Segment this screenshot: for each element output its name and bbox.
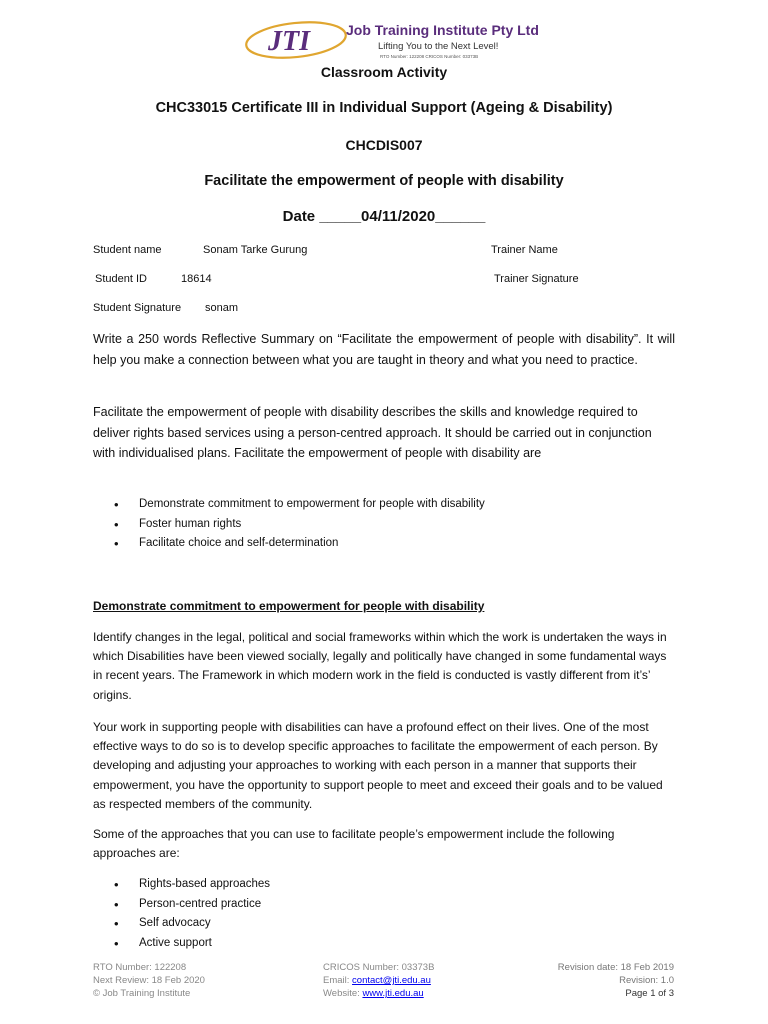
- unit-code: CHCDIS007: [345, 137, 423, 153]
- footer-website-row: [323, 987, 434, 1000]
- logo-mark: JTI: [268, 26, 310, 57]
- company-tagline: Lifting You to the Next Level!: [378, 41, 499, 52]
- logo-fine-print: RTO Number: 122208 CRICOS Number: 03373B: [380, 54, 479, 59]
- student-signature-value: sonam: [205, 302, 239, 314]
- footer-website-label: Website:: [323, 988, 363, 1000]
- footer-copyright: © Job Training Institute: [93, 988, 191, 1000]
- elements-list: [93, 495, 485, 554]
- list-item: • Active support: [93, 934, 270, 954]
- footer-cricos: CRICOS Number: 03373B: [323, 962, 435, 973]
- section-heading: Demonstrate commitment to empowerment for people with disability: [93, 599, 485, 613]
- footer-left: [93, 961, 205, 1001]
- course-title: CHC33015 Certificate III in Individual Support (Ageing & Disability): [155, 100, 613, 116]
- footer-email-row: [323, 974, 434, 987]
- list-item: • Demonstrate commitment to empowerment for people with disability: [93, 495, 485, 515]
- list-item: • Self advocacy: [93, 914, 270, 934]
- intro-paragraph: Write a 250 words Reflective Summary on “Facilitate the empowerment of people with disability”. It will help you make a connection between what you are taught in theory and what you need to practice.: [93, 332, 675, 367]
- trainer-name-label: Trainer Name: [491, 244, 558, 256]
- activity-title: Classroom Activity: [320, 64, 448, 80]
- unit-name: Facilitate the empowerment of people with disability: [204, 173, 564, 189]
- logo-text-block: [346, 22, 539, 59]
- company-name: Job Training Institute Pty Ltd: [346, 22, 539, 38]
- list-item: • Person-centred practice: [93, 895, 270, 915]
- description-paragraph: Facilitate the empowerment of people with disability describes the skills and knowledge required to deliver rights based services using a person-centred approach. It should be carried out in conjunction with individualised plans. Facilitate the empowerment of people with disability are: [93, 405, 652, 460]
- approaches-list: [93, 875, 270, 953]
- footer-revision-date: Revision date: 18 Feb 2019: [557, 962, 674, 973]
- approaches-intro-paragraph: Some of the approaches that you can use to facilitate people’s empowerment include the following approaches are:: [93, 827, 615, 861]
- student-signature-label: Student Signature: [93, 302, 182, 314]
- student-name-value: Sonam Tarke Gurung: [203, 244, 308, 256]
- frameworks-paragraph: Identify changes in the legal, political and social frameworks within which the work is undertaken the ways in which Disabilities have been viewed socially, legally and politically have changed in some fundamental ways in recent years. The Framework in which modern work in the field is conducted is vastly different from it’s’ origins.: [93, 630, 667, 702]
- support-paragraph: Your work in supporting people with disabilities can have a profound effect on their lives. One of the most effective ways to do so is to develop specific approaches to facilitate the empowerment of each person. By developing and adjusting your approaches to working with each person in a manner that supports their empowerment, you have the opportunity to support people to meet and exceed their goals and to be valued as respected members of the community.: [93, 720, 663, 811]
- footer-right: [558, 961, 674, 1001]
- footer-center: [323, 961, 434, 1001]
- footer-rto: RTO Number: 122208: [93, 962, 187, 973]
- trainer-signature-label: Trainer Signature: [494, 273, 579, 285]
- footer-page-number: Page 1 of 3: [625, 988, 674, 1000]
- list-item: • Rights-based approaches: [93, 875, 270, 895]
- student-id-label: Student ID: [95, 273, 147, 285]
- student-name-label: Student name: [93, 244, 162, 256]
- date-line: Date _____04/11/2020______: [282, 208, 486, 225]
- student-id-value: 18614: [181, 273, 212, 285]
- footer-next-review: Next Review: 18 Feb 2020: [93, 975, 205, 987]
- footer-revision: Revision: 1.0: [619, 975, 674, 987]
- footer-email-label: Email:: [323, 975, 353, 987]
- footer-website-link[interactable]: www.jti.edu.au: [362, 988, 424, 1000]
- list-item: • Facilitate choice and self-determination: [93, 534, 485, 554]
- footer-email-link[interactable]: contact@jti.edu.au: [352, 975, 431, 987]
- list-item: • Foster human rights: [93, 515, 485, 535]
